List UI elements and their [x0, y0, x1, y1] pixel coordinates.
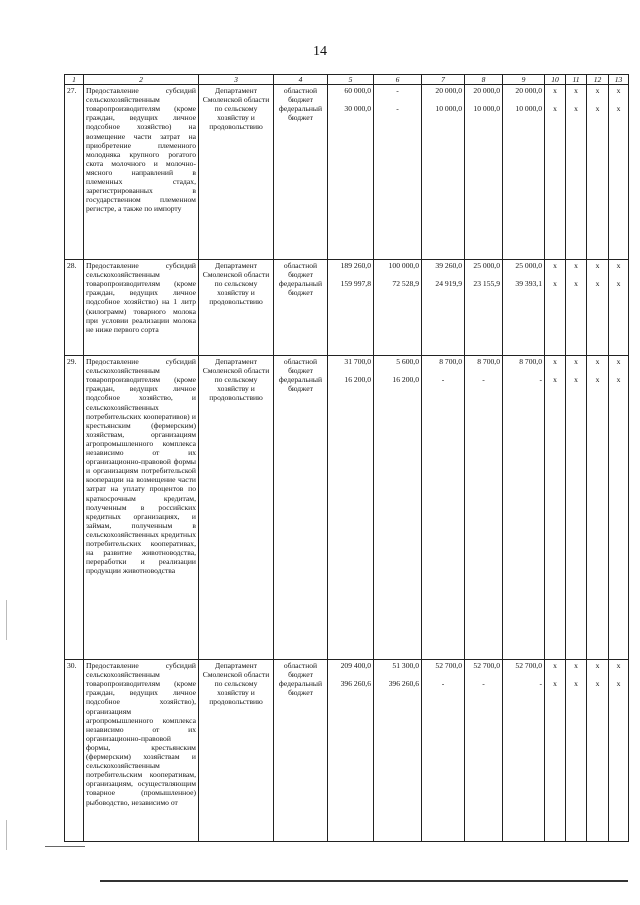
- source-regional: областной бюджет: [283, 86, 318, 105]
- value-federal: 16 200,0: [392, 375, 419, 385]
- value-federal: -: [539, 679, 542, 689]
- funding-sources: [274, 356, 328, 660]
- x-mark: x: [616, 86, 621, 96]
- executor: Департамент Смоленской области по сельскому хозяйству и продовольствию: [199, 85, 274, 260]
- source-federal: федеральный бюджет: [278, 679, 323, 698]
- value-federal: 30 000,0: [344, 104, 371, 114]
- x-mark: x: [574, 357, 578, 367]
- x-mark: x: [553, 261, 557, 271]
- value-federal: -: [482, 679, 485, 689]
- value-federal: 23 155,9: [473, 279, 500, 289]
- x-mark: x: [553, 279, 557, 289]
- row-number: 27.: [65, 85, 84, 260]
- col-header: 1: [65, 75, 84, 85]
- value-federal: 24 919,9: [435, 279, 462, 289]
- value-regional: 52 700,0: [473, 661, 500, 671]
- value-regional: 20 000,0: [435, 86, 462, 96]
- indicator-cell: [609, 85, 629, 260]
- executor: Департамент Смоленской области по сельскому хозяйству и продовольствию: [199, 660, 274, 842]
- x-mark: x: [553, 104, 557, 114]
- indicator-cell: [566, 660, 587, 842]
- value-regional: 8 700,0: [477, 357, 500, 367]
- x-mark: x: [574, 375, 578, 385]
- value-regional: 25 000,0: [515, 261, 542, 271]
- scan-artifact-line: [45, 846, 85, 847]
- page-number: 14: [313, 44, 327, 59]
- x-mark: x: [574, 661, 578, 671]
- value-regional: -: [396, 86, 399, 96]
- value-federal: 396 260,6: [388, 679, 419, 689]
- col-header: 5: [328, 75, 374, 85]
- value-federal: 10 000,0: [435, 104, 462, 114]
- year2-amount: [422, 260, 465, 356]
- source-federal: федеральный бюджет: [278, 104, 323, 123]
- value-federal: 10 000,0: [515, 104, 542, 114]
- value-federal: 396 260,6: [340, 679, 371, 689]
- x-mark: x: [595, 661, 600, 671]
- scan-edge-mark: [6, 600, 7, 640]
- x-mark: x: [553, 86, 557, 96]
- source-regional: областной бюджет: [283, 661, 318, 680]
- indicator-cell: [566, 85, 587, 260]
- funding-sources: [274, 660, 328, 842]
- x-mark: x: [595, 104, 600, 114]
- year4-amount: [503, 85, 545, 260]
- indicator-cell: [545, 660, 566, 842]
- value-regional: 25 000,0: [473, 261, 500, 271]
- x-mark: x: [595, 261, 600, 271]
- col-header: 8: [465, 75, 503, 85]
- year3-amount: [465, 260, 503, 356]
- value-federal: 16 200,0: [344, 375, 371, 385]
- year3-amount: [465, 356, 503, 660]
- source-federal: федеральный бюджет: [278, 375, 323, 394]
- x-mark: x: [574, 86, 578, 96]
- x-mark: x: [616, 375, 621, 385]
- x-mark: x: [595, 357, 600, 367]
- col-header: 6: [374, 75, 422, 85]
- x-mark: x: [553, 661, 557, 671]
- year4-amount: [503, 260, 545, 356]
- table-row: [65, 660, 629, 842]
- col-header: 7: [422, 75, 465, 85]
- program-table: [64, 74, 629, 842]
- x-mark: x: [595, 86, 600, 96]
- x-mark: x: [595, 679, 600, 689]
- x-mark: x: [574, 279, 578, 289]
- total-amount: [328, 260, 374, 356]
- col-header: 4: [274, 75, 328, 85]
- year3-amount: [465, 660, 503, 842]
- source-federal: федеральный бюджет: [278, 279, 323, 298]
- value-regional: 60 000,0: [344, 86, 371, 96]
- x-mark: x: [616, 661, 621, 671]
- table-row: [65, 356, 629, 660]
- x-mark: x: [574, 104, 578, 114]
- value-federal: 159 997,8: [340, 279, 371, 289]
- value-regional: 20 000,0: [473, 86, 500, 96]
- col-header: 10: [545, 75, 566, 85]
- year2-amount: [422, 356, 465, 660]
- year1-amount: [374, 260, 422, 356]
- col-header: 2: [84, 75, 199, 85]
- year1-amount: [374, 660, 422, 842]
- scan-edge-mark: [6, 820, 7, 850]
- measure-description: Предоставление субсидий сельскохозяйственным товаропроизводителям (кроме граждан, ведущих личное подсобное хозяйство, и сельскохозяйственных потребительских кооперативов) и крестьянским (фермерским) хозяйствам, организациям агропромышленного комплекса независимо от их организационно-правовой формы и организациям потребительской кооперации на возмещение части затрат на уплату процентов по краткосрочным кредитам, полученным в российских кредитных организациях, и займам, полученным в сельскохозяйственных кредитных потребительских кооперативах, на развитие животноводства, переработки и реализации продукции животноводства: [84, 356, 199, 660]
- value-federal: -: [396, 104, 399, 114]
- x-mark: x: [616, 679, 621, 689]
- row-number: 28.: [65, 260, 84, 356]
- year1-amount: [374, 85, 422, 260]
- indicator-cell: [545, 356, 566, 660]
- value-regional: 51 300,0: [392, 661, 419, 671]
- year4-amount: [503, 356, 545, 660]
- year1-amount: [374, 356, 422, 660]
- x-mark: x: [553, 357, 557, 367]
- indicator-cell: [545, 260, 566, 356]
- bottom-scan-rule: [100, 880, 628, 882]
- value-regional: 20 000,0: [515, 86, 542, 96]
- column-number-row: [65, 75, 629, 85]
- x-mark: x: [574, 261, 578, 271]
- value-regional: 52 700,0: [515, 661, 542, 671]
- indicator-cell: [609, 260, 629, 356]
- executor: Департамент Смоленской области по сельскому хозяйству и продовольствию: [199, 260, 274, 356]
- value-regional: 52 700,0: [435, 661, 462, 671]
- value-federal: 39 393,1: [515, 279, 542, 289]
- indicator-cell: [566, 260, 587, 356]
- year2-amount: [422, 660, 465, 842]
- indicator-cell: [587, 660, 609, 842]
- value-regional: 39 260,0: [435, 261, 462, 271]
- indicator-cell: [587, 356, 609, 660]
- value-regional: 209 400,0: [340, 661, 371, 671]
- value-regional: 31 700,0: [344, 357, 371, 367]
- funding-sources: [274, 85, 328, 260]
- col-header: 11: [566, 75, 587, 85]
- indicator-cell: [545, 85, 566, 260]
- x-mark: x: [553, 679, 557, 689]
- value-federal: 10 000,0: [473, 104, 500, 114]
- col-header: 3: [199, 75, 274, 85]
- x-mark: x: [616, 279, 621, 289]
- indicator-cell: [609, 356, 629, 660]
- source-regional: областной бюджет: [283, 261, 318, 280]
- measure-description: Предоставление субсидий сельскохозяйственным товаропроизводителям (кроме граждан, ведущих личное подсобное хозяйство) на возмещение части затрат на приобретение племенного молодняка крупного рогатого скота молочного и молочно-мясного направлений в племенных стадах, зарегистрированных в государственном племенном регистре, а также по импорту: [84, 85, 199, 260]
- col-header: 12: [587, 75, 609, 85]
- indicator-cell: [566, 356, 587, 660]
- value-federal: -: [441, 679, 445, 689]
- indicator-cell: [587, 260, 609, 356]
- measure-description: Предоставление субсидий сельскохозяйственным товаропроизводителям (кроме граждан, ведущих личное подсобное хозяйство) на 1 литр (килограмм) товарного молока при условии реализации молока не ниже первого сорта: [84, 260, 199, 356]
- year4-amount: [503, 660, 545, 842]
- value-federal: -: [482, 375, 485, 385]
- x-mark: x: [595, 375, 600, 385]
- table-row: [65, 85, 629, 260]
- indicator-cell: [609, 660, 629, 842]
- source-regional: областной бюджет: [283, 357, 318, 376]
- x-mark: x: [616, 261, 621, 271]
- row-number: 30.: [65, 660, 84, 842]
- x-mark: x: [616, 357, 621, 367]
- value-federal: 72 528,9: [392, 279, 419, 289]
- value-regional: 8 700,0: [439, 357, 462, 367]
- total-amount: [328, 660, 374, 842]
- col-header: 9: [503, 75, 545, 85]
- x-mark: x: [574, 679, 578, 689]
- measure-description: Предоставление субсидий сельскохозяйственным товаропроизводителям (кроме граждан, ведущих личное подсобное хозяйство), организациям агропромышленного комплекса независимо от их организационно-правовой формы, крестьянским (фермерским) хозяйствам и сельскохозяйственным потребительским кооперативам, организациям, осуществляющим товарное (промышленное) рыбоводство, независимо от: [84, 660, 199, 842]
- value-federal: -: [539, 375, 542, 385]
- total-amount: [328, 356, 374, 660]
- col-header: 13: [609, 75, 629, 85]
- value-regional: 8 700,0: [519, 357, 542, 367]
- x-mark: x: [616, 104, 621, 114]
- value-regional: 189 260,0: [340, 261, 371, 271]
- total-amount: [328, 85, 374, 260]
- year3-amount: [465, 85, 503, 260]
- year2-amount: [422, 85, 465, 260]
- table-row: [65, 260, 629, 356]
- value-regional: 5 600,0: [396, 357, 419, 367]
- x-mark: x: [595, 279, 600, 289]
- x-mark: x: [553, 375, 557, 385]
- value-regional: 100 000,0: [388, 261, 419, 271]
- value-federal: -: [441, 375, 445, 385]
- indicator-cell: [587, 85, 609, 260]
- executor: Департамент Смоленской области по сельскому хозяйству и продовольствию: [199, 356, 274, 660]
- row-number: 29.: [65, 356, 84, 660]
- funding-sources: [274, 260, 328, 356]
